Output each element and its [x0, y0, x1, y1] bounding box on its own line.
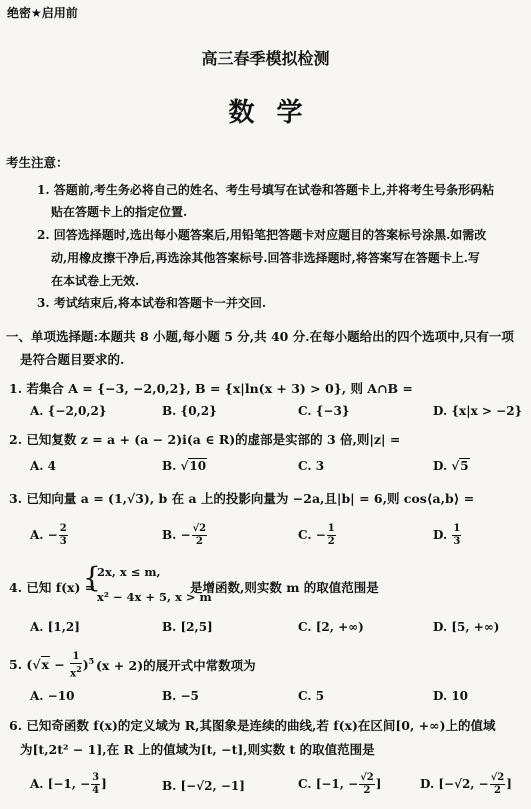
q3-option-b: B. − $\frac{√2}{2}$: [162, 523, 207, 547]
notice-line: 在本试卷上无效.: [51, 274, 140, 288]
q6-option-b: B. [−√2, −1]: [162, 779, 245, 793]
q4-option-d: D. [5, +∞): [433, 620, 500, 634]
piecewise-case-2: x² − 4x + 5, x > m: [97, 590, 212, 604]
q3-option-c: C. − $\frac{1}{2}$: [298, 523, 335, 547]
q5-option-c: C. 5: [298, 689, 325, 703]
q2-option-d: D. √5: [433, 459, 469, 473]
q3-option-d: D. $\frac{1}{3}$: [433, 523, 461, 547]
section-heading-cont: 是符合题目要求的.: [20, 352, 125, 367]
q1-option-d: D. {x|x > −2}: [433, 404, 523, 418]
question-5-expression: 5. (√x − $\frac{1}{x^2}$ )$^5$: [9, 651, 95, 680]
q6-option-d: D. [−√2, − $\frac{√2}{2}$ ]: [420, 772, 512, 796]
confidential-mark: 绝密★启用前: [7, 6, 78, 20]
q2-option-b: B. √10: [162, 459, 207, 473]
piecewise-brace: {: [83, 561, 101, 594]
notice-heading: 考生注意：: [6, 155, 69, 170]
q4-option-a: A. [1,2]: [30, 620, 80, 634]
q4-option-b: B. [2,5]: [162, 620, 213, 634]
notice-line: 贴在答题卡上的指定位置.: [51, 205, 188, 219]
q2-option-a: A. 4: [30, 459, 57, 473]
notice-line: 1. 答题前,考生务必将自己的姓名、考生号填写在试卷和答题卡上,并将考生号条形码粘: [37, 183, 495, 197]
question-3-stem: 3. 已知向量 a = (1,√3), b 在 a 上的投影向量为 −2a,且|b| = 6,则 cos⟨a,b⟩ =: [9, 491, 475, 506]
q6-option-a: A. [−1, − $\frac{3}{4}$ ]: [30, 772, 107, 796]
q4-option-c: C. [2, +∞): [298, 620, 364, 634]
question-5-stem: (x + 2)的展开式中常数项为: [96, 658, 256, 673]
question-2-stem: 2. 已知复数 z = a + (a − 2)i(a ∈ R)的虚部是实部的 3 倍,则|z| =: [9, 432, 401, 447]
q1-option-b: B. {0,2}: [162, 404, 217, 418]
question-4-stem-post: 是增函数,则实数 m 的取值范围是: [190, 580, 379, 595]
q5-option-d: D. 10: [433, 689, 469, 703]
piecewise-case-1: 2x, x ≤ m,: [97, 565, 161, 579]
q1-option-c: C. {−3}: [298, 404, 350, 418]
notice-line: 动,用橡皮擦干净后,再选涂其他答案标号.回答非选择题时,将答案写在答题卡上.写: [51, 251, 480, 265]
q5-option-b: B. −5: [162, 689, 199, 703]
q5-option-a: A. −10: [30, 689, 75, 703]
notice-line: 2. 回答选择题时,选出每小题答案后,用铅笔把答题卡对应题目的答案标号涂黑.如需改: [37, 228, 487, 242]
q1-option-a: A. {−2,0,2}: [30, 404, 107, 418]
q3-option-a: A. − $\frac{2}{3}$: [30, 523, 67, 547]
q2-option-c: C. 3: [298, 459, 325, 473]
question-1-stem: 1. 若集合 A = {−3, −2,0,2}, B = {x|ln(x + 3) > 0}, 则 A∩B =: [9, 381, 413, 396]
q6-option-c: C. [−1, − $\frac{√2}{2}$ ]: [298, 772, 382, 796]
section-heading: 一、单项选择题:本题共 8 小题,每小题 5 分,共 40 分.在每小题给出的四个选项中,只有一项: [6, 329, 514, 344]
question-6-stem-line2: 为[t,2t² − 1],在 R 上的值域为[t, −t],则实数 t 的取值范围是: [20, 742, 375, 757]
exam-title: 高三春季模拟检测: [201, 49, 330, 68]
notice-line: 3. 考试结束后,将本试卷和答题卡一并交回.: [37, 296, 267, 310]
question-4-stem-pre: 4. 已知 f(x) =: [9, 580, 96, 595]
question-6-stem-line1: 6. 已知奇函数 f(x)的定义域为 R,其图象是连续的曲线,若 f(x)在区间[0, +∞)上的值域: [9, 718, 496, 733]
exam-subject: 数学: [228, 98, 325, 128]
